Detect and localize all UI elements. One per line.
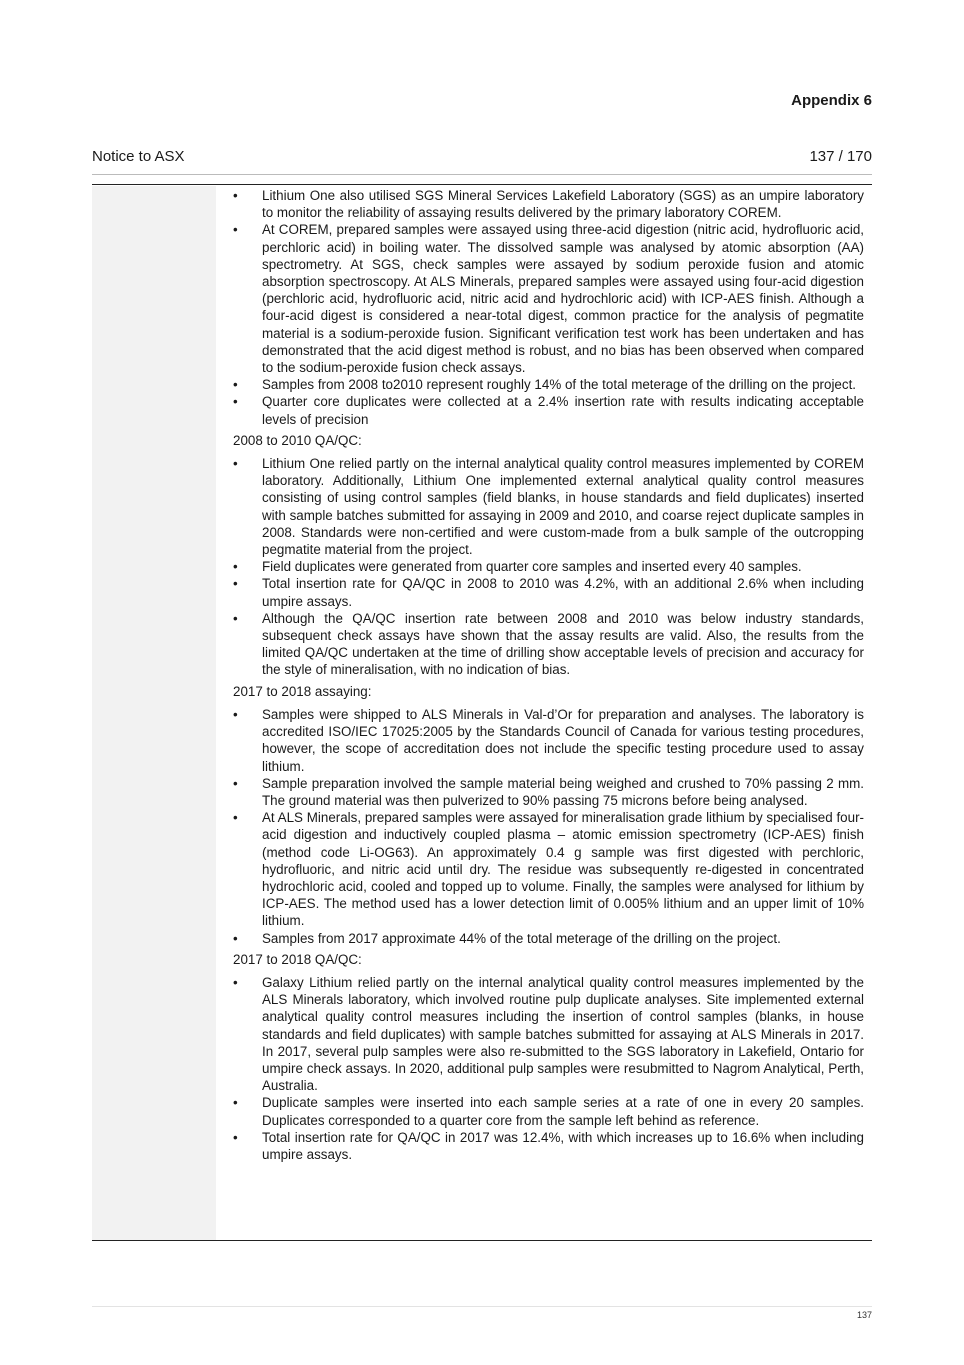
page-header (92, 148, 872, 165)
list-item (233, 974, 864, 1094)
list-item (233, 706, 864, 775)
bullet-icon: • (233, 456, 238, 472)
bullet-icon: • (233, 775, 238, 791)
section-heading-qaqc-2017: 2017 to 2018 QA/QC: (233, 951, 362, 967)
list-item (233, 221, 864, 376)
list-item-text: Total insertion rate for QA/QC in 2008 to 2010 was 4.2%, with an additional 2.6% when including umpire assays. (262, 576, 864, 609)
bullet-list-qaqc-2008 (233, 455, 864, 679)
list-item-text: Samples from 2008 to2010 represent roughly 14% of the total meterage of the drilling on the project. (262, 377, 857, 393)
table-top-border (92, 184, 872, 185)
list-item-text: Quarter core duplicates were collected at a 2.4% insertion rate with results indicating acceptable levels of precision (262, 394, 864, 427)
document-title: Notice to ASX (92, 148, 185, 165)
bullet-icon: • (233, 930, 238, 946)
bullet-icon: • (233, 974, 238, 990)
list-item (233, 775, 864, 809)
footer-page-number: 137 (856, 1310, 872, 1320)
list-item-text: Field duplicates were generated from quarter core samples and inserted every 40 samples. (262, 559, 802, 575)
list-item-text: At COREM, prepared samples were assayed using three-acid digestion (nitric acid, hydrofluoric acid, perchloric acid) in boiling water. The dissolved sample was analysed by atomic absorption (AA) spectrometry. At SGS, check samples were assayed by sodium peroxide fusion and atomic absorption spectroscopy. At ALS Minerals, prepared samples were assayed using four-acid digestion (perchloric acid, hydrofluoric acid, nitric acid and hydrochloric acid) with ICP-AES finish. Although a four-acid digest is considered a near-total digest, common practice for the analysis of pegmatite material is a sodium-peroxide fusion. Significant verification test work has been undertaken and has demonstrated that the acid digest method is robust, and no bias has been observed when compared to the sodium-peroxide fusion check assays. (262, 222, 864, 376)
list-item (233, 930, 864, 947)
list-item (233, 1129, 864, 1163)
bullet-icon: • (233, 576, 238, 592)
bullet-list-qaqc-2017 (233, 974, 864, 1163)
list-item (233, 376, 864, 393)
list-item (233, 187, 864, 221)
bullet-icon: • (233, 188, 238, 203)
list-item-text: At ALS Minerals, prepared samples were assayed for mineralisation grade lithium by specialised four-acid digestion and inductively coupled plasma – atomic emission spectrometry (ICP-AES) finish (method code Li-OG63). An approximately 0.4 g sample was first digested with perchloric, hydrofluoric, and nitric acid until dry. The residue was subsequently re-digested in concentrated hydrochloric acid, cooled and topped up to volume. Finally, the samples were analysed for lithium by ICP-AES. The method used has a lower detection limit of 0.005% lithium and an upper limit of 10% lithium. (262, 810, 864, 929)
table-bottom-border (92, 1240, 872, 1241)
section-heading-qaqc-2008: 2008 to 2010 QA/QC: (233, 432, 362, 448)
bullet-icon: • (233, 810, 238, 826)
bullet-list-assaying-2017 (233, 706, 864, 947)
list-item (233, 393, 864, 427)
list-item-text: Duplicate samples were inserted into each sample series at a rate of one in every 20 samples. Duplicates corresponded to a quarter core from the sample left behind as reference. (262, 1095, 864, 1128)
list-item (233, 809, 864, 929)
list-item-text: Sample preparation involved the sample material being weighed and crushed to 70% passing 2 mm. The ground material was then pulverized to 90% passing 75 microns before being analysed. (262, 775, 864, 808)
list-item-text: Total insertion rate for QA/QC in 2017 was 12.4%, with which increases up to 16.6% when including umpire assays. (262, 1129, 864, 1162)
bullet-icon: • (233, 377, 238, 393)
list-item-text: Lithium One relied partly on the internal analytical quality control measures implemented by COREM laboratory. Additionally, Lithium One implemented external analytical quality control measures consisting of using control samples (field blanks, in house standards and field duplicates) inserted with sample batches submitted for assaying in 2009 and 2010, and coarse reject duplicate samples in 2008. Standards were non-certified and were custom-made from a bulk sample of the outcropping pegmatite material from the project. (262, 456, 864, 558)
footer-divider (92, 1306, 872, 1307)
list-item (233, 575, 864, 609)
bullet-icon: • (233, 1095, 238, 1111)
section-heading-assaying-2017: 2017 to 2018 assaying: (233, 683, 372, 699)
list-item (233, 1094, 864, 1128)
bullet-icon: • (233, 706, 238, 722)
table-content-cell (233, 187, 864, 1163)
list-item-text: Galaxy Lithium relied partly on the internal analytical quality control measures implemented by the ALS Minerals laboratory, which involved routine pulp duplicate analyses. Site implemented external analytical quality control measures including the insertion of control samples (blanks, in house standards and field duplicates) with sample batches submitted for assaying at ALS Minerals in 2017. In 2017, several pulp samples were also re-submitted to the SGS laboratory in Lakefield, Ontario for umpire check assays. In 2020, additional pulp samples were resubmitted to Nagrom Analytical, Perth, Australia. (262, 974, 864, 1094)
list-item-text: Samples from 2017 approximate 44% of the total meterage of the drilling on the project. (262, 930, 781, 946)
list-item-text: Although the QA/QC insertion rate between 2008 and 2010 was below industry standards, subsequent check assays have shown that the assay results are valid. Also, the results from the limited QA/QC undertaken at the time of drilling show acceptable levels of precision and accuracy for the style of mineralisation, with no indication of bias. (262, 610, 864, 678)
table-label-cell (92, 186, 216, 1240)
list-item-text: Samples were shipped to ALS Minerals in Val-d’Or for preparation and analyses. The laboratory is accredited ISO/IEC 17025:2005 by the Standards Council of Canada for various testing procedures, however, the scope of accreditation does not include the specific testing procedure used to assay lithium. (262, 706, 864, 774)
bullet-icon: • (233, 559, 238, 575)
list-item (233, 610, 864, 679)
appendix-label: Appendix 6 (791, 92, 872, 109)
list-item (233, 558, 864, 575)
bullet-icon: • (233, 1129, 238, 1145)
bullet-list-assaying-2008 (233, 187, 864, 428)
bullet-icon: • (233, 394, 238, 410)
bullet-icon: • (233, 610, 238, 626)
header-divider (92, 174, 872, 175)
list-item-text: Lithium One also utilised SGS Mineral Services Lakefield Laboratory (SGS) as an umpire laboratory to monitor the reliability of assaying results delivered by the primary laboratory COREM. (262, 188, 864, 221)
page-count: 137 / 170 (809, 148, 872, 165)
list-item (233, 455, 864, 558)
bullet-icon: • (233, 222, 238, 238)
